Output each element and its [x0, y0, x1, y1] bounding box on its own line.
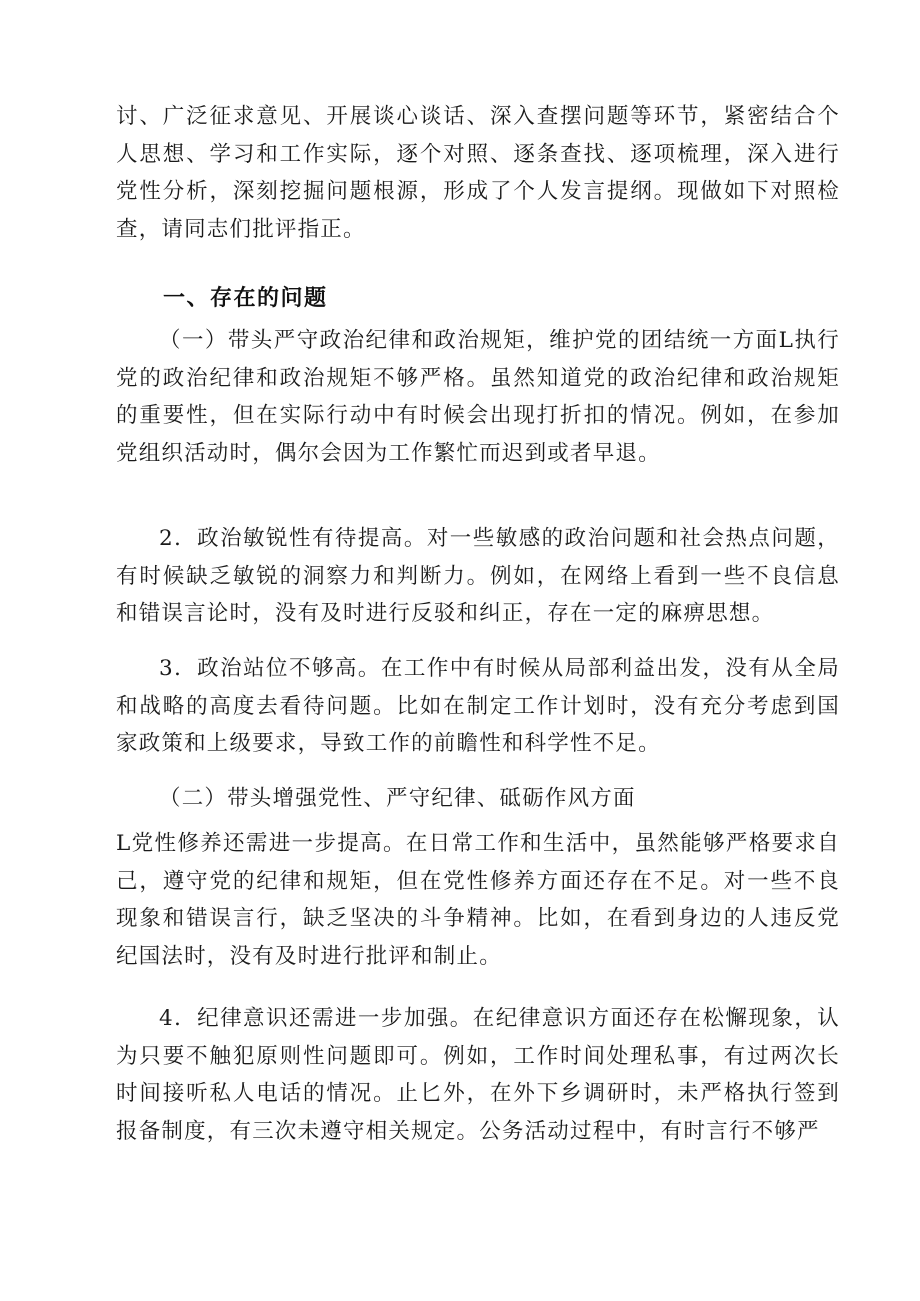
- section-heading: 一、存在的问题: [163, 286, 328, 311]
- subsection-1-paragraph: （一）带头严守政治纪律和政治规矩，维护党的团结统一方面L执行党的政治纪律和政治规矩不够严格。虽然知道党的政治纪律和政治规矩的重要性，但在实际行动中有时候会出现打折扣的情况。例如，在参加党组织活动时，偶尔会因为工作繁忙而迟到或者早退。: [116, 328, 840, 466]
- item-2-paragraph: 2．政治敏锐性有待提高。对一些敏感的政治问题和社会热点问题，有时候缺乏敏锐的洞察力和判断力。例如，在网络上看到一些不良信息和错误言论时，没有及时进行反驳和纠正，存在一定的麻痹思想。: [116, 526, 840, 626]
- item-4-paragraph: 4．纪律意识还需进一步加强。在纪律意识方面还存在松懈现象，认为只要不触犯原则性问题即可。例如，工作时间处理私事，有过两次长时间接听私人电话的情况。止匕外，在外下乡调研时，未严格执行签到报备制度，有三次未遵守相关规定。公务活动过程中，有时言行不够严: [116, 1006, 840, 1144]
- item-3-paragraph: 3．政治站位不够高。在工作中有时候从局部利益出发，没有从全局和战略的高度去看待问题。比如在制定工作计划时，没有充分考虑到国家政策和上级要求，导致工作的前瞻性和科学性不足。: [116, 656, 840, 756]
- item-l-paragraph: L党性修养还需进一步提高。在日常工作和生活中，虽然能够严格要求自己，遵守党的纪律和规矩，但在党性修养方面还存在不足。对一些不良现象和错误言行，缺乏坚决的斗争精神。比如，在看到身边的人违反党纪国法时，没有及时进行批评和制止。: [116, 831, 840, 969]
- intro-paragraph: 讨、广泛征求意见、开展谈心谈话、深入查摆问题等环节，紧密结合个人思想、学习和工作实际，逐个对照、逐条查找、逐项梳理，深入进行党性分析，深刻挖掘问题根源，形成了个人发言提纲。现做如下对照检查，请同志们批评指正。: [116, 104, 840, 242]
- subsection-2-heading: （二）带头增强党性、严守纪律、砥砺作风方面: [159, 786, 636, 811]
